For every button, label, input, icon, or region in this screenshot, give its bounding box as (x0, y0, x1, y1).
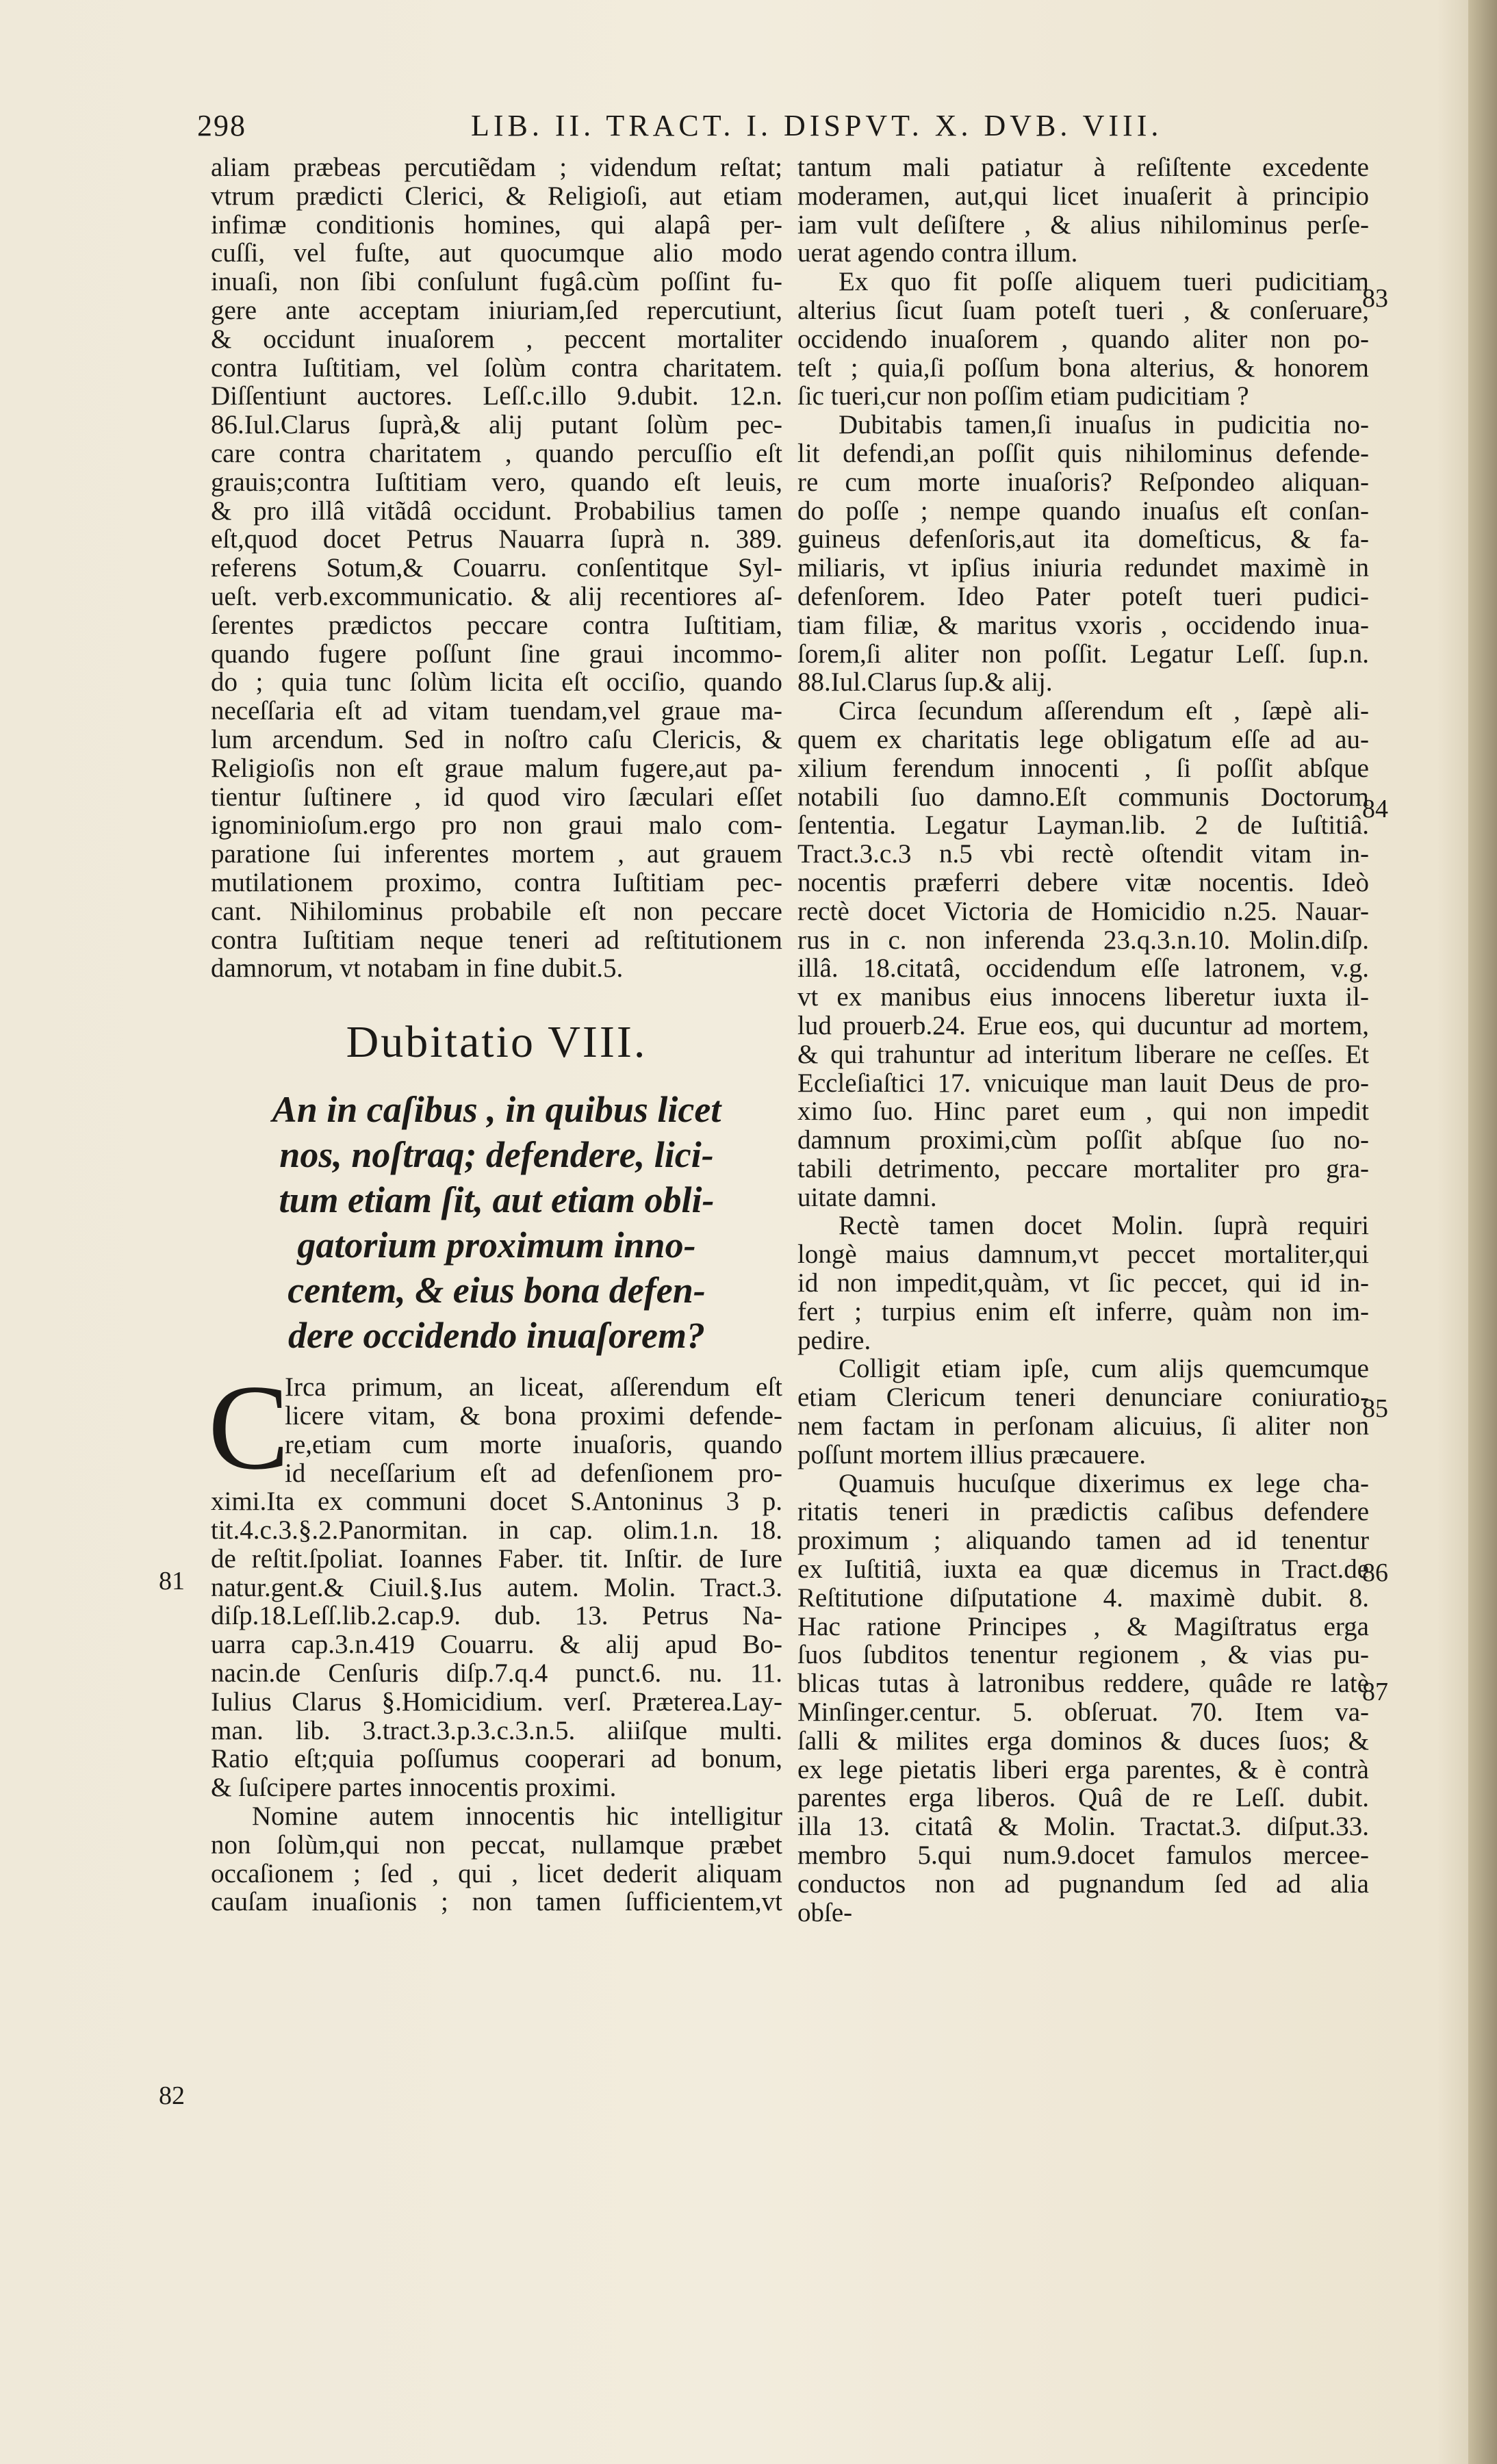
text-line: id neceſſarium eſt ad defenſionem pro- (285, 1458, 782, 1488)
text-line: contra Iuſtitiam neque teneri ad reſtitutionem (211, 925, 782, 955)
text-line: occidendo inuaſorem , quando aliter non po- (797, 324, 1369, 354)
text-line: cauſam inuaſionis ; non tamen ſufficientem,vt (211, 1887, 782, 1917)
text-line: re cum morte inuaſoris? Reſpondeo aliquan- (797, 467, 1369, 497)
text-line: 88.Iul.Clarus ſup.& alij. (797, 667, 1053, 697)
text-line: damnum proximi,cùm poſſit abſque ſuo no- (797, 1125, 1369, 1155)
text-line: lum arcendum. Sed in noſtro caſu Clericis, & (211, 724, 782, 754)
text-line: ximo ſuo. Hinc paret eum , qui non impedit (797, 1096, 1369, 1127)
text-line: ſerentes prædictos peccare contra Iuſtitiam, (211, 610, 782, 640)
text-line: ſalli & milites erga dominos & duces ſuos; & (797, 1725, 1369, 1756)
margin-number-84: 84 (1362, 795, 1388, 823)
text-line: paratione ſui inferentes mortem , aut grauem (211, 839, 782, 869)
text-line: Ex quo fit poſſe aliquem tueri pudicitiam (839, 267, 1369, 297)
text-line: tantum mali patiatur à reſiſtente excedente (797, 153, 1369, 182)
text-line: neceſſaria eſt ad vitam tuendam,vel graue ma- (211, 696, 782, 726)
question-line: gatorium proximum inno- (297, 1224, 696, 1266)
text-line: illa 13. citatâ & Molin. Tractat.3. diſput.33. (797, 1812, 1369, 1842)
margin-number-82: 82 (159, 2081, 185, 2110)
text-line: Irca primum, an liceat, aſſerendum eſt (285, 1372, 782, 1402)
section-heading: Dubitatio VIII. (346, 1017, 648, 1068)
question-title (211, 1087, 782, 1358)
text-line: uarra cap.3.n.419 Couarru. & alij apud Bo- (211, 1630, 782, 1660)
page-gutter (1468, 0, 1497, 2464)
text-line: cant. Nihilominus probabile eſt non peccare (211, 896, 782, 926)
text-line: ignominioſum.ergo pro non graui malo com- (211, 810, 782, 840)
text-line: occaſionem ; ſed , qui , licet dederit aliquam (211, 1858, 782, 1888)
left-column (208, 153, 782, 1917)
text-line: tit.4.c.3.§.2.Panormitan. in cap. olim.1.n. 18. (211, 1515, 782, 1545)
text-line: Diſſentiunt auctores. Leſſ.c.illo 9.dubit. 12.n. (211, 381, 782, 411)
left-paragraph-continued (211, 153, 782, 983)
text-line: miliaris, vt ipſius iniuria redundet maximè in (797, 553, 1369, 583)
running-title: LIB. II. TRACT. I. DISPVT. X. DVB. VIII. (471, 109, 1163, 142)
text-line: pedire. (797, 1325, 871, 1355)
text-line: ſuos ſubditos tenentur regionem , & vias pu- (797, 1640, 1369, 1670)
text-line: Quamuis hucuſque dixerimus ex lege cha- (839, 1468, 1369, 1498)
text-line: alterius ſicut ſuam poteſt tueri , & conſeruare, (797, 295, 1369, 325)
text-line: grauis;contra Iuſtitiam vero, quando eſt leuis, (211, 467, 782, 497)
text-line: rus in c. non inferenda 23.q.3.n.10. Molin.diſp. (797, 925, 1369, 955)
text-line: guineus defenſoris,aut ita domeſticus, & fa- (797, 524, 1369, 554)
text-line: do poſſe ; nempe quando inuaſus eſt conſan- (797, 496, 1369, 526)
text-line: notabili ſuo damno.Eſt communis Doctorum (797, 782, 1369, 812)
drop-cap: C (208, 1359, 290, 1496)
margin-number-83: 83 (1362, 284, 1388, 313)
text-line: uitate damni. (797, 1182, 937, 1212)
margin-number-87: 87 (1362, 1678, 1388, 1706)
text-line: conductos non ad pugnandum ſed ad alia (797, 1869, 1369, 1899)
text-line: man. lib. 3.tract.3.p.3.c.3.n.5. aliiſque multi. (211, 1715, 782, 1745)
text-line: gere ante acceptam iniuriam,ſed repercutiunt, (211, 295, 782, 325)
text-line: Circa ſecundum aſſerendum eſt , ſæpè ali- (839, 696, 1369, 726)
text-line: & ſuſcipere partes innocentis proximi. (211, 1773, 617, 1803)
text-line: infimæ conditionis homines, qui alapâ per- (211, 209, 782, 240)
text-line: moderamen, aut,qui licet inuaſerit à principio (797, 181, 1369, 211)
text-line: tabili detrimento, peccare mortaliter pro gra- (797, 1153, 1369, 1183)
question-line: nos, noſtraq; defendere, lici- (279, 1134, 714, 1176)
text-line: uerat agendo contra illum. (797, 238, 1078, 268)
text-line: vt ex manibus eius innocens liberetur iuxta il- (797, 982, 1369, 1012)
text-line: ueſt. verb.excommunicatio. & alij recentiores aſ- (211, 581, 782, 611)
text-line: blicas tutas à latronibus reddere, quâde re latè (797, 1669, 1369, 1699)
text-line: nem factam in perſonam alicuius, ſi aliter non (797, 1411, 1369, 1441)
text-line: Eccleſiaſtici 17. vnicuique man lauit Deus de pro- (797, 1068, 1369, 1098)
text-line: Tract.3.c.3 n.5 vbi rectè oſtendit vitam in- (797, 839, 1369, 869)
text-line: inuaſi, non ſibi conſulunt fugâ.cùm poſſint fu- (211, 267, 782, 297)
text-line: Nomine autem innocentis hic intelligitur (252, 1801, 782, 1832)
text-line: Rectè tamen docet Molin. ſuprà requiri (839, 1211, 1369, 1241)
text-line: teſt ; quia,ſi poſſum bona alterius, & honorem (797, 352, 1369, 383)
text-line: Religioſis non eſt graue malum fugere,aut pa- (211, 753, 782, 783)
text-line: rectè docet Victoria de Homicidio n.25. Nauar- (797, 896, 1369, 926)
margin-number-86: 86 (1362, 1558, 1388, 1587)
text-line: etiam Clericum teneri denunciare coniuratio- (797, 1383, 1369, 1413)
text-line: illâ. 18.citatâ, occidendum eſſe latronem, v.g. (797, 953, 1369, 984)
text-line: eſt,quod docet Petrus Nauarra ſuprà n. 389. (211, 524, 782, 554)
text-line: Hac ratione Principes , & Magiſtratus erga (797, 1611, 1369, 1641)
text-line: do ; quia tunc ſolùm licita eſt occiſio, quando (211, 667, 782, 697)
text-line: non ſolùm,qui non peccat, nullamque præbet (211, 1830, 782, 1860)
text-line: damnorum, vt notabam in fine dubit.5. (211, 953, 624, 984)
page-number: 298 (197, 109, 246, 142)
question-line: tum etiam ſit, aut etiam obli- (279, 1179, 715, 1221)
text-line: cuſſi, vel fuſte, aut quocumque alio modo (211, 238, 782, 268)
text-line: obſe- (797, 1897, 853, 1927)
text-line: fert ; turpius enim eſt inferre, quàm non im- (797, 1296, 1369, 1326)
text-line: Dubitabis tamen,ſi inuaſus in pudicitia no- (839, 410, 1369, 440)
text-line: ſic tueri,cur non poſſim etiam pudicitiam ? (797, 381, 1249, 411)
text-line: membro 5.qui num.9.docet famulos mercee- (797, 1840, 1369, 1871)
text-line: nocentis præferri debere vitæ nocentis. Ideò (797, 867, 1369, 897)
text-line: contra Iuſtitiam, vel ſolùm contra charitatem. (211, 352, 782, 383)
text-line: longè maius damnum,vt peccet mortaliter,qui (797, 1240, 1369, 1270)
question-line: dere occidendo inuaſorem? (288, 1315, 705, 1357)
text-line: re,etiam cum morte inuaſoris, quando (285, 1429, 782, 1459)
text-line: licere vitam, & bona proximi defende- (285, 1400, 782, 1430)
text-line: nacin.de Cenſuris diſp.7.q.4 punct.6. nu. 11. (211, 1658, 782, 1689)
text-line: Reſtitutione diſputatione 4. maximè dubit. 8. (797, 1582, 1369, 1613)
text-line: defenſorem. Ideo Pater poteſt tueri pudici- (797, 581, 1369, 611)
text-line: aliam præbeas percutiẽdam ; videndum reſtat; (211, 153, 782, 182)
text-line: ex lege pietatis liberi erga parentes, & è contrà (797, 1754, 1369, 1784)
text-line: iam vult deſiſtere , & alius nihilominus perſe- (797, 209, 1369, 240)
margin-number-85: 85 (1362, 1394, 1388, 1423)
question-line: An in caſibus , in quibus licet (272, 1089, 721, 1131)
text-line: ximi.Ita ex communi docet S.Antoninus 3 p. (211, 1487, 782, 1517)
text-line: mutilationem proximo, contra Iuſtitiam pec- (211, 867, 782, 897)
text-line: id non impedit,quàm, vt ſic peccet, qui id in- (797, 1268, 1369, 1298)
text-line: 86.Iul.Clarus ſuprà,& alij putant ſolùm pec- (211, 410, 782, 440)
text-line: poſſunt mortem illius præcauere. (797, 1439, 1147, 1470)
text-line: xilium ferendum innocenti , ſi poſſit abſque (797, 753, 1369, 783)
text-line: vtrum prædicti Clerici, & Religioſi, aut etiam (211, 181, 782, 211)
text-line: natur.gent.& Ciuil.§.Ius autem. Molin. Tract.3. (211, 1572, 782, 1602)
page-header (197, 108, 1361, 149)
text-line: tiam filiæ, & maritus vxoris , occidendo inua- (797, 610, 1369, 640)
text-line: parentes erga liberos. Quâ de re Leſſ. dubit. (797, 1783, 1369, 1813)
text-line: & pro illâ vitãdâ occidunt. Probabilius tamen (211, 496, 782, 526)
text-line: proximum ; aliquando tamen ad id tenentur (797, 1526, 1369, 1556)
paragraph-81 (208, 1359, 782, 1803)
text-line: tientur ſuſtinere , id quod viro ſæculari eſſet (211, 782, 782, 812)
text-line: Colligit etiam ipſe, cum alijs quemcumque (839, 1354, 1369, 1384)
text-line: diſp.18.Leſſ.lib.2.cap.9. dub. 13. Petrus Na- (211, 1601, 782, 1631)
text-line: ritatis teneri in prædictis caſibus defendere (797, 1497, 1369, 1527)
paragraph-82 (211, 1802, 782, 1916)
right-column (797, 153, 1369, 1927)
text-line: Iulius Clarus §.Homicidium. verſ. Præterea.Lay- (211, 1686, 782, 1717)
text-line: lud prouerb.24. Erue eos, qui ducuntur ad mortem, (797, 1010, 1369, 1040)
text-line: care contra charitatem , quando percuſſio eſt (211, 438, 782, 468)
question-line: centem, & eius bona defen- (287, 1270, 706, 1311)
text-line: quem ex charitatis lege obligatum eſſe ad au- (797, 724, 1369, 754)
text-line: & qui trahuntur ad interitum liberare ne ceſſes. Et (797, 1039, 1369, 1069)
text-line: referens Sotum,& Couarru. conſentitque Syl- (211, 553, 782, 583)
text-line: ſorem,ſi aliter non poſſit. Legatur Leſſ. ſup.n. (797, 639, 1369, 669)
text-line: ſententia. Legatur Layman.lib. 2 de Iuſtitiâ. (797, 810, 1369, 840)
text-line: quando fugere poſſunt ſine graui incommo- (211, 639, 782, 669)
text-line: Ratio eſt;quia poſſumus cooperari ad bonum, (211, 1744, 782, 1774)
text-line: Minſinger.centur. 5. obſeruat. 70. Item va- (797, 1697, 1369, 1728)
text-line: & occidunt inuaſorem , peccent mortaliter (211, 324, 782, 354)
text-line: ex Iuſtitiâ, iuxta ea quæ dicemus in Tract.de (797, 1554, 1369, 1584)
text-line: lit defendi,an poſſit quis nihilominus defende- (797, 438, 1369, 468)
margin-number-81: 81 (159, 1567, 185, 1595)
text-line: de reſtit.ſpoliat. Ioannes Faber. tit. Inſtir. de Iure (211, 1543, 782, 1574)
